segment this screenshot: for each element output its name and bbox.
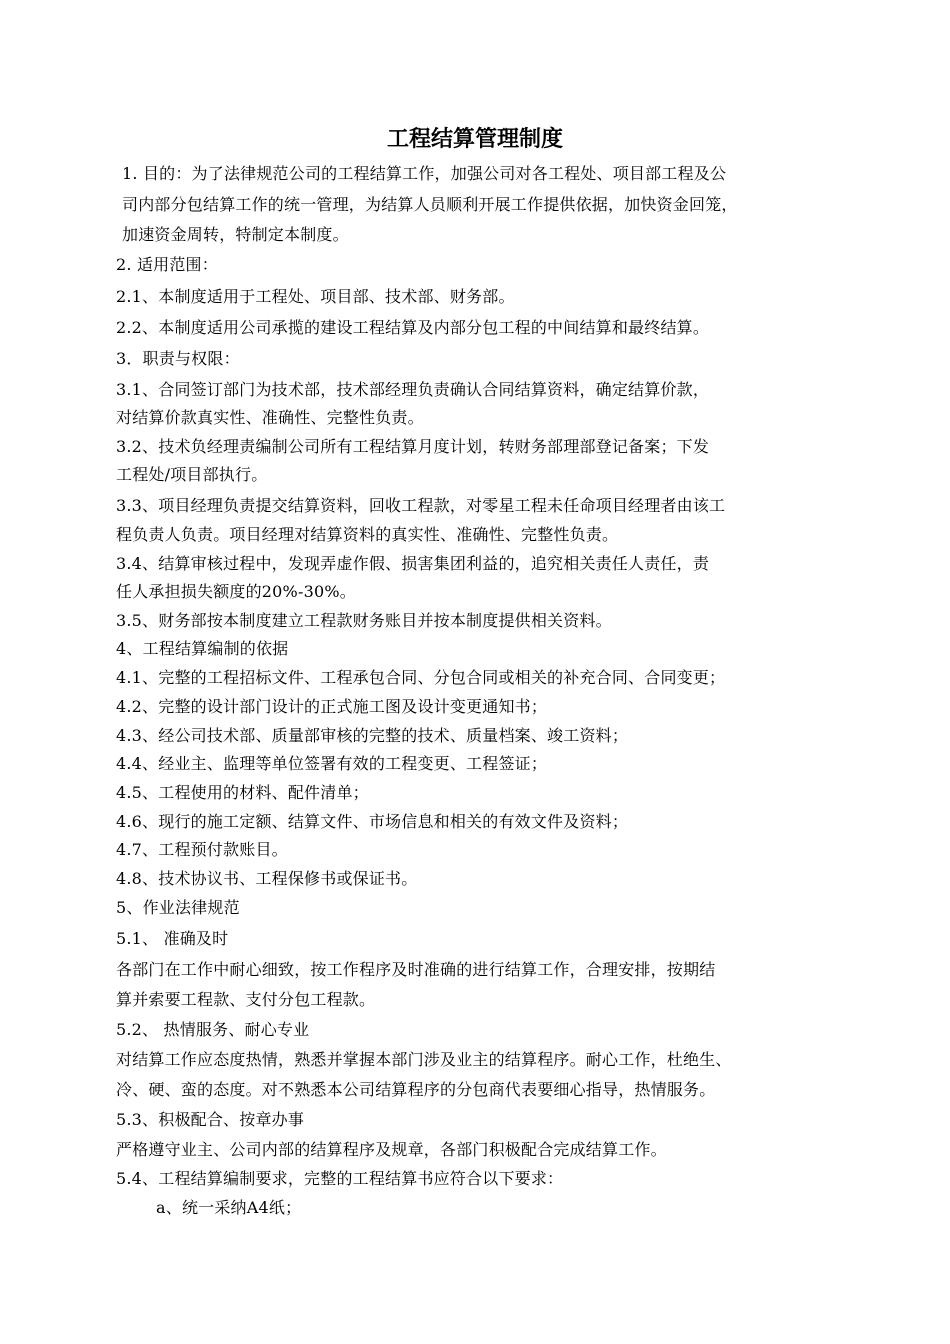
paragraph-line: 5.1、 准确及时	[116, 929, 229, 948]
paragraph-line: 5.2、 热情服务、耐心专业	[116, 1020, 310, 1039]
paragraph-line: a、统一采纳A4纸；	[156, 1198, 302, 1217]
paragraph-line: 2. 适用范围：	[116, 255, 218, 274]
document-title: 工程结算管理制度	[386, 127, 563, 152]
paragraph-line: 司内部分包结算工作的统一管理，为结算人员顺利开展工作提供依据，加快资金回笼，	[122, 195, 738, 214]
paragraph-line: 对结算工作应态度热情，熟悉并掌握本部门涉及业主的结算程序。耐心工作，杜绝生、	[116, 1050, 732, 1069]
paragraph-line: 3.4、结算审核过程中，发现弄虚作假、损害集团利益的，追究相关责任人责任，责	[116, 554, 710, 573]
paragraph-line: 4.2、完整的设计部门设计的正式施工图及设计变更通知书；	[116, 697, 548, 716]
paragraph-line: 3．职责与权限：	[116, 349, 240, 368]
paragraph-line: 5.3、积极配合、按章办事	[116, 1110, 305, 1129]
paragraph-line: 4.3、经公司技术部、质量部审核的完整的技术、质量档案、竣工资料；	[116, 726, 629, 745]
paragraph-line: 4.4、经业主、监理等单位签署有效的工程变更、工程签证；	[116, 754, 548, 773]
paragraph-line: 4.1、完整的工程招标文件、工程承包合同、分包合同或相关的补充合同、合同变更；	[116, 668, 726, 687]
paragraph-line: 4.5、工程使用的材料、配件清单；	[116, 783, 369, 802]
paragraph-line: 3.1、合同签订部门为技术部，技术部经理负责确认合同结算资料，确定结算价款，	[116, 380, 710, 399]
paragraph-line: 任人承担损失额度的20%-30%。	[116, 582, 356, 601]
paragraph-line: 3.5、财务部按本制度建立工程款财务账目并按本制度提供相关资料。	[116, 611, 612, 630]
paragraph-line: 4.6、现行的施工定额、结算文件、市场信息和相关的有效文件及资料；	[116, 812, 629, 831]
paragraph-line: 程负责人负责。项目经理对结算资料的真实性、准确性、完整性负责。	[116, 525, 619, 544]
paragraph-line: 4.7、工程预付款账目。	[116, 840, 288, 859]
paragraph-line: 5.4、工程结算编制要求，完整的工程结算书应符合以下要求：	[116, 1169, 564, 1188]
paragraph-line: 3.3、项目经理负责提交结算资料，回收工程款，对零星工程未任命项目经理者由该工	[116, 496, 726, 515]
paragraph-line: 4、工程结算编制的依据	[116, 639, 289, 658]
paragraph-line: 2.1、本制度适用于工程处、项目部、技术部、财务部。	[116, 287, 515, 306]
paragraph-line: 1. 目的：为了法律规范公司的工程结算工作，加强公司对各工程处、项目部工程及公	[122, 164, 727, 183]
paragraph-line: 冷、硬、蛮的态度。对不熟悉本公司结算程序的分包商代表要细心指导，热情服务。	[116, 1080, 716, 1099]
paragraph-line: 工程处/项目部执行。	[116, 465, 268, 484]
paragraph-line: 严格遵守业主、公司内部的结算程序及规章，各部门积极配合完成结算工作。	[116, 1140, 667, 1159]
paragraph-line: 5、作业法律规范	[116, 898, 240, 917]
paragraph-line: 加速资金周转，特制定本制度。	[122, 225, 349, 244]
paragraph-line: 3.2、技术负经理责编制公司所有工程结算月度计划，转财务部理部登记备案；下发	[116, 437, 710, 456]
paragraph-line: 各部门在工作中耐心细致，按工作程序及时准确的进行结算工作，合理安排，按期结	[116, 960, 716, 979]
paragraph-line: 对结算价款真实性、准确性、完整性负责。	[116, 408, 424, 427]
paragraph-line: 2.2、本制度适用公司承揽的建设工程结算及内部分包工程的中间结算和最终结算。	[116, 318, 710, 337]
paragraph-line: 4.8、技术协议书、工程保修书或保证书。	[116, 869, 418, 888]
paragraph-line: 算并索要工程款、支付分包工程款。	[116, 990, 376, 1009]
